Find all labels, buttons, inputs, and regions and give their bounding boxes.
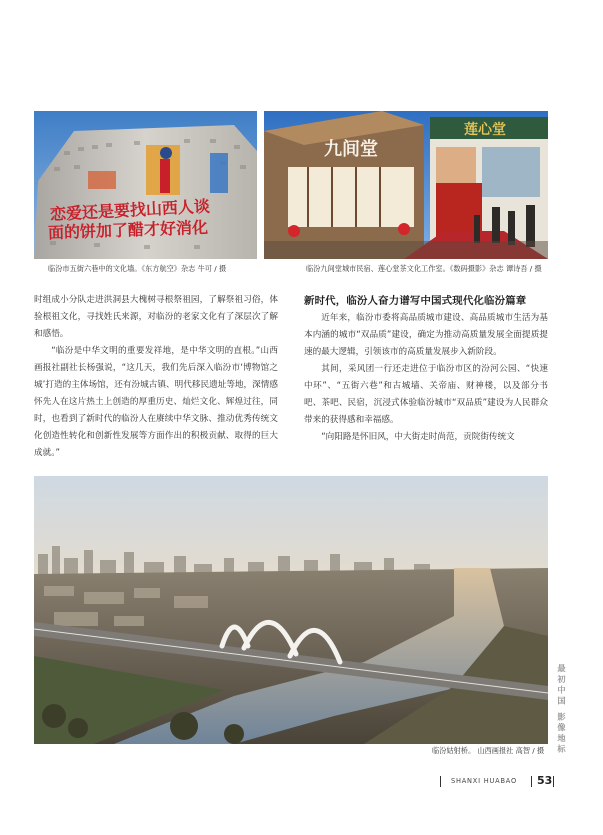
billboard-line-2: 面的饼加了醋才好消化 (47, 217, 209, 243)
right-paragraph-2: 其间，采风团一行还走进位于临汾市区的汾河公园、“快速中环”、“五街六巷”和古城墙、关帝庙、财神楼，以及部分书吧、茶吧、民宿，沉浸式体验临汾城市“双品质”建设为人民群众带来的获得感和幸福感。 (304, 364, 548, 425)
left-paragraph-2: “临汾是中华文明的重要发祥地，是中华文明的直根。”山西画报社副社长杨强说，“这几天，我们先后深入临汾市‘博物馆之城’打造的主体场馆，还有汾城古镇、明代移民遗址等地，深情感怀先人在这片热土上创造的厚重历史、灿烂文化、辉煌过往，同时，也看到了新时代的临汾人在赓续中华文脉、推动优秀传统文化创造性转化和创新性发展等方面作出的积极贡献、取得的巨大成就。” (34, 346, 278, 458)
right-paragraph-1: 近年来，临汾市委将高品质城市建设、高品质城市生活为基本内涵的城市“双品质”建设，确定为推动高质量发展全面提质提速的最大逻辑，引领该市的高质量发展步入新阶段。 (304, 313, 548, 357)
side-column-label: 最初中国 影像地标 (557, 664, 567, 755)
guesthouse-image (264, 111, 548, 259)
footer-divider (553, 776, 554, 787)
photo-culture-wall (34, 111, 257, 259)
photo-gushe-bridge (34, 476, 548, 744)
section-heading: 新时代，临汾人奋力谱写中国式现代化临汾篇章 (304, 295, 527, 307)
shop-sign-jiujiantang: 九间堂 (324, 139, 378, 160)
page-number: 53 (537, 774, 553, 787)
gushe-bridge-image (34, 476, 548, 744)
left-paragraph-1: 时组成小分队走进洪洞县大槐树寻根祭祖园，了解祭祖习俗，体验根祖文化，寻找姓氏来源，对临汾的老家文化有了深层次了解和感悟。 (34, 295, 278, 339)
footer-magazine-name: SHANXI HUABAO (451, 777, 517, 785)
footer-divider (440, 776, 441, 787)
caption-culture-wall: 临汾市五街六巷中的文化墙。《东方航空》杂志 牛可 / 摄 (48, 264, 227, 273)
shop-sign-lianxintang: 莲心堂 (464, 122, 506, 138)
right-paragraph-3: “向阳路是怀旧风，中大街走时尚范，贡院街传统文 (321, 432, 515, 442)
article-left-column (34, 292, 278, 462)
culture-wall-image (34, 111, 257, 259)
caption-guesthouse: 临汾九间堂城市民宿、莲心堂茶文化工作室。《数码摄影》杂志 谭诗吾 / 摄 (306, 264, 542, 273)
billboard-line-1: 恋爱还是要找山西人谈 (49, 196, 211, 224)
footer-divider (531, 776, 532, 787)
caption-gushe-bridge: 临汾姑射桥。 山西画报社 高智 / 摄 (432, 746, 545, 755)
article-right-column (304, 292, 548, 446)
photo-guesthouse (264, 111, 548, 259)
